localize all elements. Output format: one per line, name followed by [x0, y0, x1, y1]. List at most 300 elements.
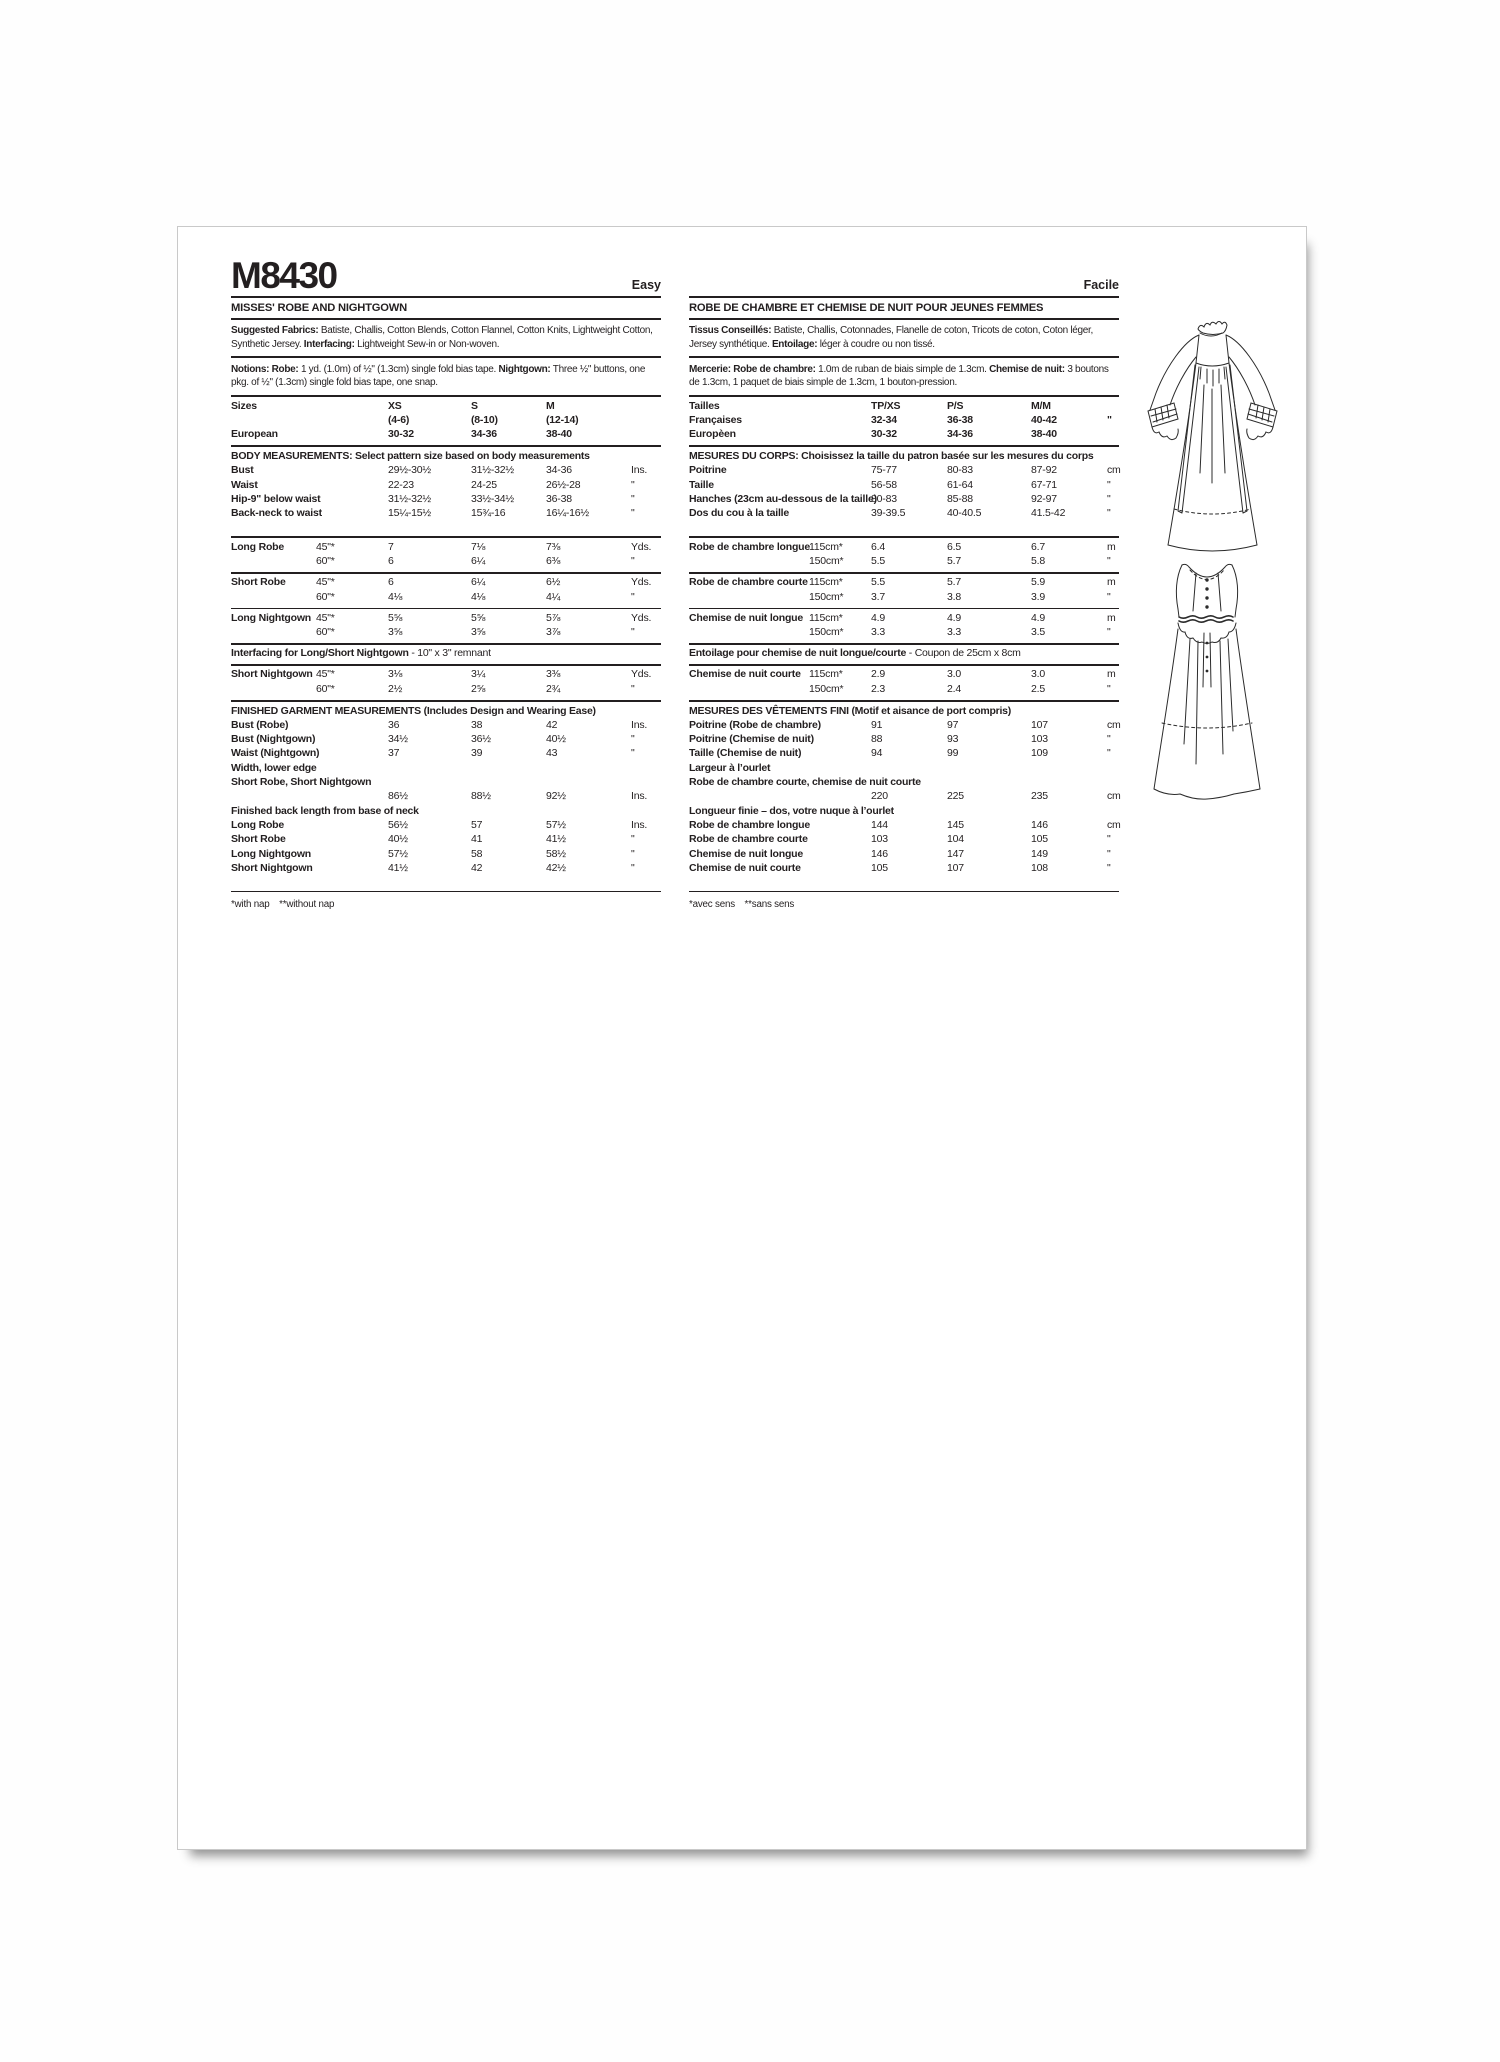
value-size-1: 105 — [871, 861, 888, 874]
divider — [231, 664, 661, 666]
difficulty-label-en: Easy — [631, 278, 661, 292]
row-label: Poitrine — [689, 464, 727, 477]
fabric-width: 60"* — [316, 555, 335, 568]
row-label: Bust (Nightgown) — [231, 733, 316, 746]
value-size-3: 36-38 — [546, 492, 572, 505]
row-label: Chemise de nuit courte — [689, 668, 801, 681]
fabric-width: 45"* — [316, 611, 335, 624]
value-size-3: 5⅞ — [546, 611, 561, 624]
table-row — [231, 464, 661, 478]
value-size-2: 5.7 — [947, 555, 961, 568]
value-size-3: 4¼ — [546, 590, 561, 603]
unit: Ins. — [631, 464, 648, 477]
value-size-2: 3.8 — [947, 590, 961, 603]
table-heading: BODY MEASUREMENTS: Select pattern size based on body measurements — [231, 449, 590, 462]
value-size-2: 34-36 — [947, 428, 973, 441]
table-heading: FINISHED GARMENT MEASUREMENTS (Includes Design and Wearing Ease) — [231, 704, 596, 717]
fabric-width: 60"* — [316, 682, 335, 695]
value-size-1: 22-23 — [388, 478, 414, 491]
value-size-2: 3.3 — [947, 626, 961, 639]
value-size-3: 3.5 — [1031, 626, 1045, 639]
table-row — [689, 848, 1119, 862]
row-label: Long Robe — [231, 540, 285, 553]
value-size-2: 93 — [947, 733, 959, 746]
value-size-3: 41½ — [546, 833, 566, 846]
value-size-1: 5.5 — [871, 555, 885, 568]
value-size-1: 29½-30½ — [388, 464, 431, 477]
divider — [231, 395, 661, 397]
pattern-number: M8430 — [231, 254, 337, 296]
value-size-2: 31½-32½ — [471, 464, 514, 477]
value-size-2: 40-40.5 — [947, 507, 982, 520]
footnote: *avec sens **sans sens — [689, 898, 795, 910]
unit: " — [1107, 478, 1111, 491]
divider — [231, 356, 661, 358]
divider — [689, 643, 1119, 645]
value-size-1: 6 — [388, 576, 394, 589]
value-size-2: 145 — [947, 818, 964, 831]
value-size-3: 42 — [546, 718, 558, 731]
value-size-1: TP/XS — [871, 399, 901, 412]
value-size-1: 41½ — [388, 861, 408, 874]
table-row — [231, 400, 661, 414]
divider — [689, 395, 1119, 397]
value-size-3: 34-36 — [546, 464, 572, 477]
value-size-1: 6 — [388, 555, 394, 568]
value-size-1: 3⅛ — [388, 668, 403, 681]
english-measurements-table — [231, 395, 661, 910]
table-row — [689, 819, 1119, 833]
table-row — [231, 819, 661, 833]
value-size-1: 57½ — [388, 847, 408, 860]
fabric-width: 60"* — [316, 590, 335, 603]
value-size-3: 92-97 — [1031, 492, 1057, 505]
row-label: Robe de chambre courte — [689, 833, 808, 846]
value-size-2: 2⅝ — [471, 682, 486, 695]
value-size-1: 3.3 — [871, 626, 885, 639]
table-row — [231, 790, 661, 804]
value-size-2: 36½ — [471, 733, 491, 746]
table-row — [689, 479, 1119, 493]
value-size-3: 87-92 — [1031, 464, 1057, 477]
value-size-3: 40-42 — [1031, 413, 1057, 426]
table-row — [689, 719, 1119, 733]
row-label: Taille — [689, 478, 714, 491]
row-label: Long Nightgown — [231, 611, 312, 624]
table-heading: Entoilage pour chemise de nuit longue/courte - Coupon de 25cm x 8cm — [689, 647, 1021, 660]
value-size-3: (12-14) — [546, 413, 579, 426]
table-row — [231, 668, 661, 682]
table-row — [231, 591, 661, 605]
table-row — [231, 507, 661, 521]
unit: Yds. — [631, 576, 652, 589]
suggested-fabrics-paragraph: Suggested Fabrics: Batiste, Challis, Cotton Blends, Cotton Flannel, Cotton Knits, Lightweight Cotton, Synthetic Jersey. Interfacing: Lightweight Sew-in or Non-woven. — [231, 325, 653, 350]
pattern-envelope-back-sheet — [177, 226, 1307, 1850]
value-size-3: 41.5-42 — [1031, 507, 1066, 520]
value-size-1: 4.9 — [871, 611, 885, 624]
fabric-width: 45"* — [316, 576, 335, 589]
table-row — [689, 833, 1119, 847]
divider — [689, 445, 1119, 447]
nightgown-illustration — [1140, 559, 1275, 809]
unit: " — [1107, 413, 1112, 426]
value-size-2: 97 — [947, 718, 959, 731]
unit: " — [1107, 555, 1111, 568]
spacer — [231, 876, 661, 888]
divider — [231, 608, 661, 610]
value-size-3: 3.0 — [1031, 668, 1045, 681]
value-size-3: 42½ — [546, 861, 566, 874]
value-size-1: 94 — [871, 747, 883, 760]
value-size-1: 56½ — [388, 818, 408, 831]
value-size-1: 3⅝ — [388, 626, 403, 639]
value-size-2: 39 — [471, 747, 483, 760]
unit: " — [631, 590, 635, 603]
table-heading: Finished back length from base of neck — [231, 804, 419, 817]
value-size-1: XS — [388, 399, 402, 412]
unit: Yds. — [631, 540, 652, 553]
value-size-2: 6¼ — [471, 555, 486, 568]
divider — [689, 664, 1119, 666]
row-label: Short Robe — [231, 833, 286, 846]
value-size-2: 24-25 — [471, 478, 497, 491]
value-size-1: 31½-32½ — [388, 492, 431, 505]
table-row — [231, 747, 661, 761]
value-size-3: 3⅜ — [546, 668, 561, 681]
value-size-1: 2.9 — [871, 668, 885, 681]
value-size-3: 107 — [1031, 718, 1048, 731]
divider — [231, 536, 661, 538]
value-size-3: 5.8 — [1031, 555, 1045, 568]
value-size-3: 108 — [1031, 861, 1048, 874]
value-size-2: 3¼ — [471, 668, 486, 681]
table-row — [231, 733, 661, 747]
table-row — [689, 555, 1119, 569]
row-label: Long Robe — [231, 818, 285, 831]
value-size-1: 3.7 — [871, 590, 885, 603]
value-size-2: 57 — [471, 818, 483, 831]
unit: cm — [1107, 790, 1121, 803]
table-heading: MESURES DES VÊTEMENTS FINI (Motif et aisance de port compris) — [689, 704, 1011, 717]
value-size-1: 30-32 — [388, 428, 414, 441]
value-size-2: (8-10) — [471, 413, 498, 426]
unit: " — [1107, 733, 1111, 746]
unit: " — [631, 478, 635, 491]
value-size-2: 38 — [471, 718, 483, 731]
divider — [231, 700, 661, 702]
footnote: *with nap **without nap — [231, 898, 335, 910]
divider — [231, 891, 661, 893]
value-size-1: (4-6) — [388, 413, 410, 426]
value-size-1: 6.4 — [871, 540, 885, 553]
divider — [231, 572, 661, 574]
french-title: ROBE DE CHAMBRE ET CHEMISE DE NUIT POUR JEUNES FEMMES — [689, 302, 1044, 315]
unit: Yds. — [631, 611, 652, 624]
table-row — [689, 668, 1119, 682]
unit: " — [631, 847, 635, 860]
row-label: Hip-9" below waist — [231, 492, 321, 505]
table-row — [689, 414, 1119, 428]
value-size-2: 33½-34½ — [471, 492, 514, 505]
table-row — [689, 747, 1119, 761]
table-row — [231, 414, 661, 428]
value-size-1: 75-77 — [871, 464, 897, 477]
table-row — [689, 576, 1119, 590]
unit: " — [631, 747, 635, 760]
unit: Ins. — [631, 818, 648, 831]
value-size-2: 88½ — [471, 790, 491, 803]
unit: " — [631, 492, 635, 505]
divider — [689, 608, 1119, 610]
spacer — [689, 521, 1119, 533]
value-size-2: 107 — [947, 861, 964, 874]
unit: " — [631, 833, 635, 846]
value-size-2: 3⅝ — [471, 626, 486, 639]
value-size-2: 41 — [471, 833, 483, 846]
value-size-1: 2.3 — [871, 682, 885, 695]
value-size-3: 40½ — [546, 733, 566, 746]
fabric-width: 45"* — [316, 668, 335, 681]
value-size-3: 2¾ — [546, 682, 561, 695]
value-size-2: 6.5 — [947, 540, 961, 553]
value-size-3: 6½ — [546, 576, 561, 589]
value-size-2: 104 — [947, 833, 964, 846]
row-label: Chemise de nuit longue — [689, 611, 804, 624]
value-size-3: M/M — [1031, 399, 1051, 412]
fabric-width: 45"* — [316, 540, 335, 553]
value-size-3: 4.9 — [1031, 611, 1045, 624]
value-size-2: 7⅛ — [471, 540, 486, 553]
table-row — [231, 493, 661, 507]
table-row — [689, 464, 1119, 478]
row-label: Short Nightgown — [231, 861, 313, 874]
table-row — [231, 612, 661, 626]
value-size-1: 37 — [388, 747, 400, 760]
unit: " — [1107, 590, 1111, 603]
tissus-conseilles-paragraph: Tissus Conseillés: Batiste, Challis, Cotonnades, Flanelle de coton, Tricots de coton, Coton léger, Jersey synthétique. Entoilage: léger à coudre ou non tissé. — [689, 325, 1093, 350]
unit: " — [1107, 682, 1111, 695]
table-row — [231, 683, 661, 697]
unit: Ins. — [631, 790, 648, 803]
table-row — [689, 493, 1119, 507]
value-size-2: 85-88 — [947, 492, 973, 505]
table-row — [231, 576, 661, 590]
unit: " — [1107, 626, 1111, 639]
table-heading: Interfacing for Long/Short Nightgown - 10" x 3" remnant — [231, 647, 491, 660]
value-size-1: 30-32 — [871, 428, 897, 441]
row-label: Waist (Nightgown) — [231, 747, 320, 760]
value-size-1: 56-58 — [871, 478, 897, 491]
unit: " — [631, 555, 635, 568]
robe-illustration — [1130, 313, 1300, 563]
english-title: MISSES' ROBE AND NIGHTGOWN — [231, 302, 408, 315]
english-header — [231, 253, 661, 296]
unit: " — [631, 507, 635, 520]
value-size-2: 99 — [947, 747, 959, 760]
value-size-2: 15¾-16 — [471, 507, 506, 520]
table-row — [689, 683, 1119, 697]
value-size-1: 40½ — [388, 833, 408, 846]
value-size-3: 3⅞ — [546, 626, 561, 639]
table-heading: Largeur à l’ourlet — [689, 761, 771, 774]
row-label: Bust (Robe) — [231, 718, 289, 731]
value-size-3: 149 — [1031, 847, 1048, 860]
unit: Ins. — [631, 718, 648, 731]
fabric-width: 115cm* — [809, 668, 843, 681]
value-size-3: 3.9 — [1031, 590, 1045, 603]
value-size-2: 225 — [947, 790, 964, 803]
unit: " — [631, 682, 635, 695]
row-label: Tailles — [689, 399, 720, 412]
table-row — [689, 626, 1119, 640]
unit: cm — [1107, 818, 1121, 831]
english-panel — [231, 253, 661, 910]
unit: cm — [1107, 464, 1121, 477]
value-size-3: 7⅜ — [546, 540, 561, 553]
fabric-width: 115cm* — [809, 611, 843, 624]
value-size-3: 2.5 — [1031, 682, 1045, 695]
table-row — [231, 833, 661, 847]
row-label: Back-neck to waist — [231, 507, 322, 520]
row-label: Dos du cou à la taille — [689, 507, 790, 520]
row-label: Short Nightgown — [231, 668, 313, 681]
value-size-3: 26½-28 — [546, 478, 581, 491]
unit: " — [1107, 507, 1111, 520]
fabric-width: 150cm* — [809, 626, 844, 639]
french-panel — [689, 253, 1119, 910]
unit: m — [1107, 668, 1116, 681]
unit: " — [1107, 747, 1111, 760]
divider — [689, 296, 1119, 298]
spacer — [689, 876, 1119, 888]
value-size-3: 5.9 — [1031, 576, 1045, 589]
fabric-width: 60"* — [316, 626, 335, 639]
table-row — [231, 541, 661, 555]
row-label: Bust — [231, 464, 254, 477]
table-heading: Width, lower edge — [231, 761, 317, 774]
table-row — [689, 507, 1119, 521]
unit: " — [631, 733, 635, 746]
fabric-width: 115cm* — [809, 540, 843, 553]
table-heading: MESURES DU CORPS: Choisissez la taille du patron basée sur les mesures du corps — [689, 449, 1094, 462]
value-size-1: 220 — [871, 790, 888, 803]
value-size-1: 36 — [388, 718, 400, 731]
row-label: Robe de chambre longue — [689, 540, 811, 553]
row-label: Chemise de nuit courte — [689, 861, 801, 874]
unit: Yds. — [631, 668, 652, 681]
value-size-1: 103 — [871, 833, 888, 846]
row-label: Robe de chambre longue — [689, 818, 811, 831]
table-heading: Robe de chambre courte, chemise de nuit courte — [689, 776, 921, 789]
value-size-3: 103 — [1031, 733, 1048, 746]
table-row — [689, 541, 1119, 555]
row-label: Europèen — [689, 428, 736, 441]
table-row — [231, 479, 661, 493]
value-size-3: 58½ — [546, 847, 566, 860]
mercerie-paragraph: Mercerie: Robe de chambre: 1.0m de ruban de biais simple de 1.3cm. Chemise de nuit: 3 boutons de 1.3cm, 1 paquet de biais simple de 1.3cm, 1 bouton-pression. — [689, 363, 1109, 388]
row-label: Poitrine (Robe de chambre) — [689, 718, 821, 731]
divider — [689, 700, 1119, 702]
unit: " — [631, 626, 635, 639]
value-size-3: M — [546, 399, 555, 412]
unit: m — [1107, 576, 1116, 589]
table-row — [689, 428, 1119, 442]
value-size-2: P/S — [947, 399, 964, 412]
value-size-3: 43 — [546, 747, 558, 760]
row-label: Taille (Chemise de nuit) — [689, 747, 802, 760]
table-row — [231, 626, 661, 640]
table-row — [689, 612, 1119, 626]
spacer — [231, 521, 661, 533]
value-size-1: 7 — [388, 540, 394, 553]
row-label: Poitrine (Chemise de nuit) — [689, 733, 814, 746]
unit: " — [1107, 833, 1111, 846]
value-size-1: 32-34 — [871, 413, 897, 426]
table-heading: Longueur finie – dos, votre nuque à l’ourlet — [689, 804, 894, 817]
value-size-3: 38-40 — [546, 428, 572, 441]
value-size-1: 144 — [871, 818, 888, 831]
value-size-2: 147 — [947, 847, 964, 860]
value-size-2: 4.9 — [947, 611, 961, 624]
value-size-1: 15¼-15½ — [388, 507, 431, 520]
table-row — [231, 719, 661, 733]
value-size-1: 5⅝ — [388, 611, 403, 624]
table-row — [689, 400, 1119, 414]
value-size-2: 5⅝ — [471, 611, 486, 624]
divider — [689, 318, 1119, 320]
divider — [689, 536, 1119, 538]
value-size-2: 61-64 — [947, 478, 973, 491]
unit: m — [1107, 540, 1116, 553]
unit: " — [1107, 861, 1111, 874]
value-size-1: 91 — [871, 718, 883, 731]
table-row — [231, 428, 661, 442]
divider — [689, 572, 1119, 574]
divider — [231, 445, 661, 447]
row-label: Long Nightgown — [231, 847, 312, 860]
fabric-width: 150cm* — [809, 682, 844, 695]
value-size-3: 16¼-16½ — [546, 507, 589, 520]
french-measurements-table — [689, 395, 1119, 910]
row-label: Chemise de nuit longue — [689, 847, 804, 860]
french-header — [689, 253, 1119, 293]
value-size-1: 39-39.5 — [871, 507, 906, 520]
value-size-2: 2.4 — [947, 682, 961, 695]
value-size-3: 146 — [1031, 818, 1048, 831]
row-label: Sizes — [231, 399, 257, 412]
value-size-2: 4⅛ — [471, 590, 486, 603]
table-row — [689, 862, 1119, 876]
unit: " — [631, 861, 635, 874]
value-size-2: 80-83 — [947, 464, 973, 477]
divider — [231, 643, 661, 645]
value-size-1: 88 — [871, 733, 883, 746]
value-size-2: 34-36 — [471, 428, 497, 441]
value-size-3: 6⅜ — [546, 555, 561, 568]
value-size-3: 6.7 — [1031, 540, 1045, 553]
table-row — [689, 790, 1119, 804]
difficulty-label-fr: Facile — [1083, 278, 1119, 292]
value-size-2: 3.0 — [947, 668, 961, 681]
table-row — [231, 848, 661, 862]
value-size-1: 146 — [871, 847, 888, 860]
value-size-1: 5.5 — [871, 576, 885, 589]
row-label: Robe de chambre courte — [689, 576, 808, 589]
fabric-width: 150cm* — [809, 590, 844, 603]
value-size-2: S — [471, 399, 478, 412]
value-size-1: 80-83 — [871, 492, 897, 505]
table-row — [231, 862, 661, 876]
